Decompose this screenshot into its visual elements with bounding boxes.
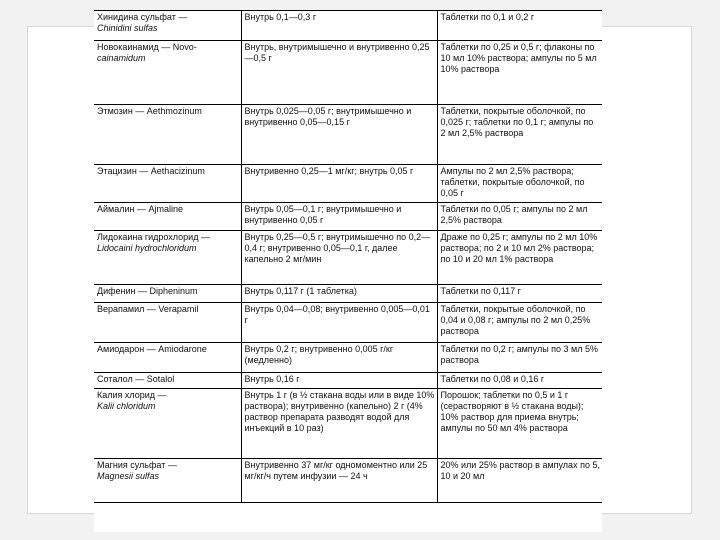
drug-name-cell: Этмозин — Aethmozinum: [94, 105, 241, 165]
dose-cell: Внутрь 0,117 г (1 таблетка): [241, 285, 437, 303]
drug-name-cell: Калия хлорид — Kalii chloridum: [94, 389, 241, 459]
form-cell: Таблетки по 0,1 и 0,2 г: [437, 11, 602, 41]
dose-cell: Внутрь 0,025—0,05 г; внутримышечно и внутривенно 0,05—0,15 г: [241, 105, 437, 165]
drug-name-cell: Магния сульфат — Magnesii sulfas: [94, 459, 241, 503]
form-cell: Драже по 0,25 г; ампулы по 2 мл 10% раствора; по 2 и 10 мл 2% раствора; по 10 и 20 мл 1% раствора: [437, 231, 602, 285]
drug-name-cell: Аймалин — Ajmaline: [94, 203, 241, 231]
table-row: [94, 373, 602, 389]
form-cell: Таблетки, покрытые оболочкой, по 0,04 и 0,08 г; ампулы по 2 мл 0,25% раствора: [437, 303, 602, 343]
dose-cell: Внутривенно 0,25—1 мг/кг; внутрь 0,05 г: [241, 165, 437, 203]
table-row: [94, 165, 602, 203]
dose-cell: Внутрь, внутримышечно и внутривенно 0,25—0,5 г: [241, 41, 437, 105]
drug-name-cell: Верапамил — Verapamil: [94, 303, 241, 343]
drug-name-cell: Хинидина сульфат — Chinidini sulfas: [94, 11, 241, 41]
form-cell: 20% или 25% раствор в ампулах по 5, 10 и 20 мл: [437, 459, 602, 503]
document-page: [94, 10, 602, 532]
table-row: [94, 303, 602, 343]
drug-name-cell: Новокаинамид — Novo- cainamidum: [94, 41, 241, 105]
drug-name-cell: Лидокаина гидрохлорид — Lidocaini hydrochloridum: [94, 231, 241, 285]
table-row: [94, 285, 602, 303]
form-cell: Таблетки по 0,2 г; ампулы по 3 мл 5% раствора: [437, 343, 602, 373]
drug-name-cell: Амиодарон — Amiodarone: [94, 343, 241, 373]
table-row: [94, 41, 602, 105]
table-row: [94, 343, 602, 373]
drug-name-cell: Соталол — Sotalol: [94, 373, 241, 389]
drug-table: [94, 10, 602, 503]
form-cell: Порошок; таблетки по 0,5 и 1 г (серастворяют в ½ стакана воды); 10% раствор для приема внутрь; ампулы по 50 мл 4% раствора: [437, 389, 602, 459]
form-cell: Таблетки по 0,117 г: [437, 285, 602, 303]
dose-cell: Внутрь 0,2 г; внутривенно 0,005 г/кг (медленно): [241, 343, 437, 373]
table-row: [94, 105, 602, 165]
dose-cell: Внутрь 0,05—0,1 г; внутримышечно и внутривенно 0,05 г: [241, 203, 437, 231]
dose-cell: Внутрь 1 г (в ½ стакана воды или в виде 10% раствора); внутривенно (капельно) 2 г (4% раствор препарата разводят водой для инъекций в 10 раз): [241, 389, 437, 459]
dose-cell: Внутрь 0,04—0,08; внутривенно 0,005—0,01 г: [241, 303, 437, 343]
drug-name-cell: Этацизин — Aethacizinum: [94, 165, 241, 203]
form-cell: Таблетки, покрытые оболочкой, по 0,025 г; таблетки по 0,1 г; ампулы по 2 мл 2,5% раствора: [437, 105, 602, 165]
table-row: [94, 11, 602, 41]
table-row: [94, 203, 602, 231]
form-cell: Таблетки по 0,08 и 0,16 г: [437, 373, 602, 389]
dose-cell: Внутривенно 37 мг/кг одномоментно или 25 мг/кг/ч путем инфузии — 24 ч: [241, 459, 437, 503]
drug-name-cell: Дифенин — Dipheninum: [94, 285, 241, 303]
table-row: [94, 389, 602, 459]
table-row: [94, 231, 602, 285]
form-cell: Ампулы по 2 мл 2,5% раствора; таблетки, покрытые оболочкой, по 0,05 г: [437, 165, 602, 203]
dose-cell: Внутрь 0,1—0,3 г: [241, 11, 437, 41]
form-cell: Таблетки по 0,25 и 0,5 г; флаконы по 10 мл 10% раствора; ампулы по 5 мл 10% раствора: [437, 41, 602, 105]
form-cell: Таблетки по 0,05 г; ампулы по 2 мл 2,5% раствора: [437, 203, 602, 231]
dose-cell: Внутрь 0,25—0,5 г; внутримышечно по 0,2—0,4 г; внутривенно 0,05—0,1 г, далее капельно 2 мг/мин: [241, 231, 437, 285]
dose-cell: Внутрь 0,16 г: [241, 373, 437, 389]
table-row: [94, 459, 602, 503]
